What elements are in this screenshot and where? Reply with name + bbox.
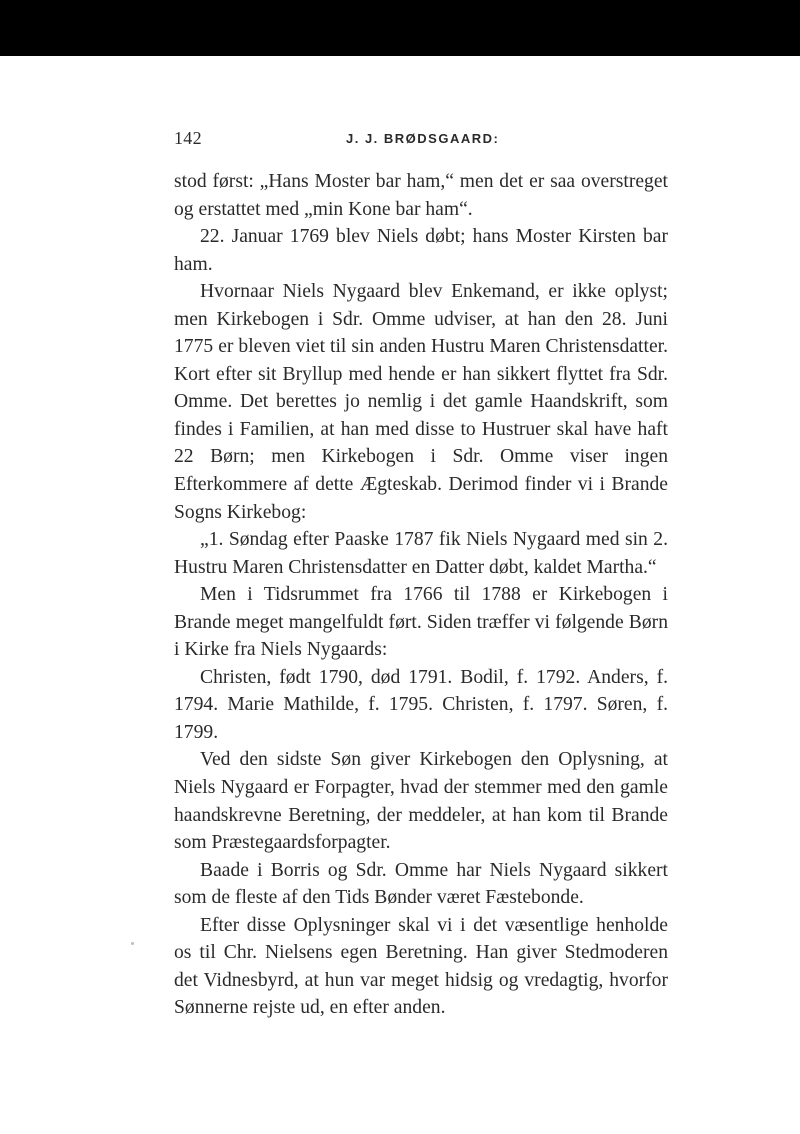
paragraph-1: stod først: „Hans Moster bar ham,“ men det er saa overstreget og erstattet med „min Kone bar ham“. <box>174 171 668 220</box>
paragraph-5: Men i Tidsrummet fra 1766 til 1788 er Kirkebogen i Brande meget mangelfuldt ført. Siden træffer vi følgende Børn i Kirke fra Niels Nygaards: <box>174 584 668 661</box>
running-head: J. J. BRØDSGAARD: <box>346 131 500 146</box>
paragraph-7: Ved den sidste Søn giver Kirkebogen den Oplysning, at Niels Nygaard er Forpagter, hvad der stemmer med den gamle haandskrevne Beretning, der meddeler, at han kom til Brande som Præstegaardsforpagter. <box>174 749 668 854</box>
scan-speck <box>131 942 134 945</box>
paragraph-3: Hvornaar Niels Nygaard blev Enkemand, er ikke oplyst; men Kirkebogen i Sdr. Omme udviser, at han den 28. Juni 1775 er bleven viet til sin anden Hustru Maren Christensdatter. Kort efter sit Bryllup med hende er han sikkert flyttet fra Sdr. Omme. Det berettes jo nemlig i det gamle Haandskrift, som findes i Familien, at han med disse to Hustruer skal have haft 22 Børn; men Kirkebogen i Sdr. Omme viser ingen Efterkommere af dette Ægteskab. Derimod finder vi i Brande Sogns Kirkebog: <box>174 281 668 523</box>
paragraph-6: Christen, født 1790, død 1791. Bodil, f. 1792. Anders, f. 1794. Marie Mathilde, f. 1795. Christen, f. 1797. Søren, f. 1799. <box>174 666 668 743</box>
scan-top-border <box>0 0 800 56</box>
body-text <box>174 168 668 1022</box>
paragraph-4: „1. Søndag efter Paaske 1787 fik Niels Nygaard med sin 2. Hustru Maren Christensdatter en Datter døbt, kaldet Martha.“ <box>174 529 668 578</box>
paragraph-8: Baade i Borris og Sdr. Omme har Niels Nygaard sikkert som de fleste af den Tids Bønder været Fæstebonde. <box>174 859 668 909</box>
page-header <box>174 128 668 152</box>
paragraph-2: 22. Januar 1769 blev Niels døbt; hans Moster Kirsten bar ham. <box>174 226 668 275</box>
paragraph-9: Efter disse Oplysninger skal vi i det væsentlige henholde os til Chr. Nielsens egen Beretning. Han giver Stedmoderen det Vidnesbyrd, at hun var meget hidsig og vredagtig, hvorfor Sønnerne rejste ud, en efter anden. <box>174 914 668 1019</box>
page-number: 142 <box>174 128 202 148</box>
